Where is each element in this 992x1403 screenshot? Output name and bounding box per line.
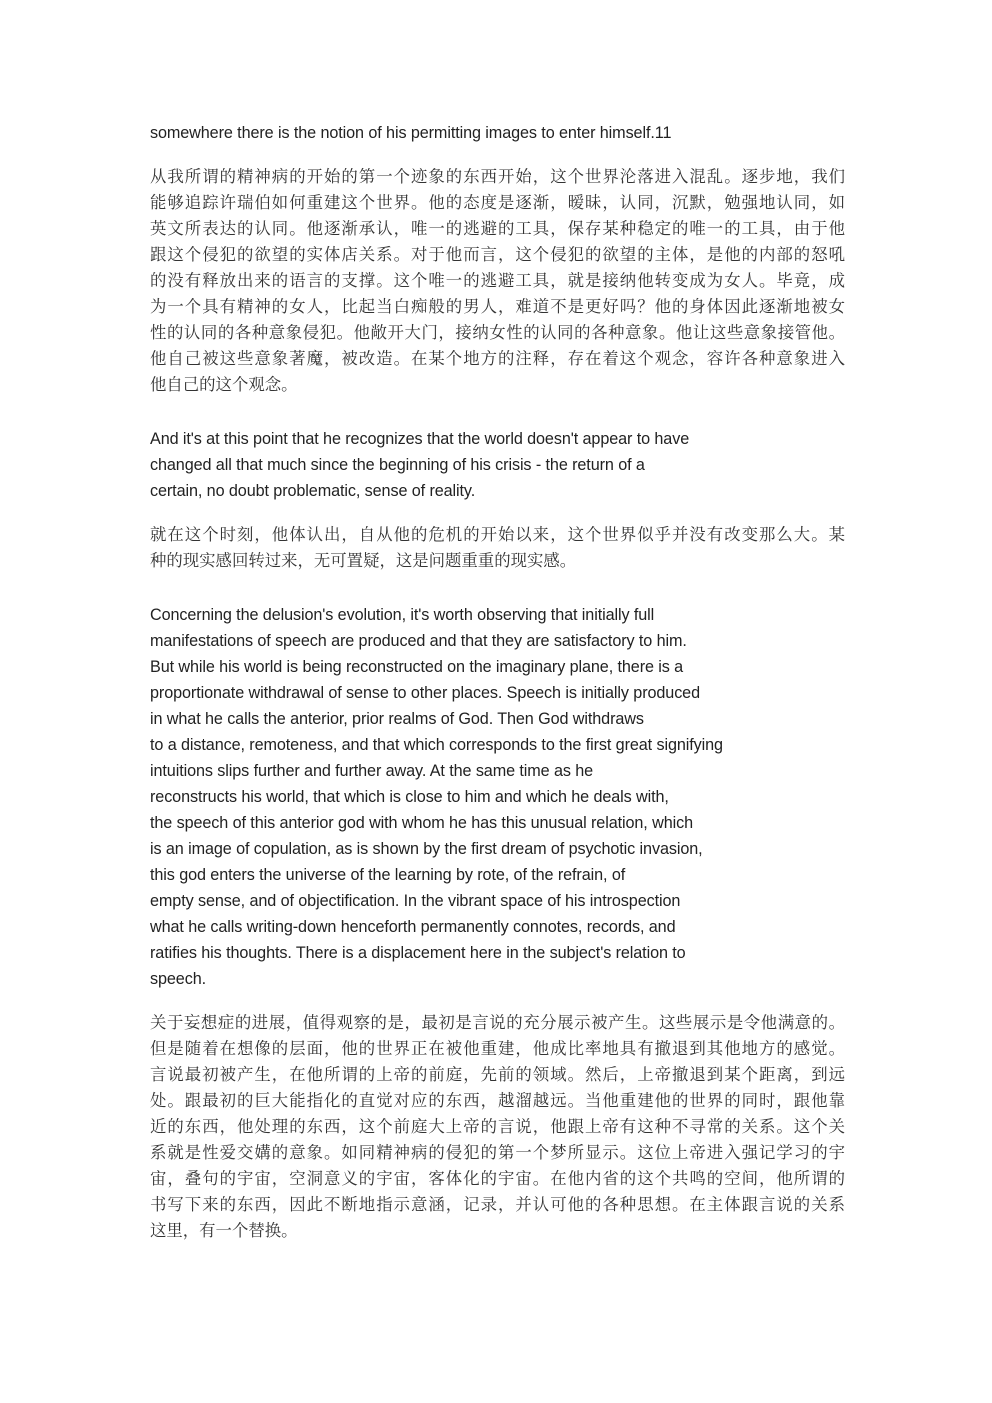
- document-page: [150, 120, 845, 1244]
- text-line: in what he calls the anterior, prior realms of God. Then God withdraws: [150, 710, 644, 728]
- text-line: 他自己的这个观念。: [150, 375, 298, 394]
- english-paragraph-1: [150, 120, 845, 146]
- text-line: speech.: [150, 970, 206, 988]
- text-line: certain, no doubt problematic, sense of reality.: [150, 482, 476, 500]
- english-paragraph-3: [150, 602, 845, 992]
- text-line: manifestations of speech are produced and that they are satisfactory to him.: [150, 632, 687, 650]
- text-line: 系就是性爱交媾的意象。如同精神病的侵犯的第一个梦所显示。这位上帝进入强记学习的宇: [150, 1143, 845, 1162]
- paragraph-gap: [150, 574, 845, 602]
- paragraph-gap: [150, 504, 845, 522]
- chinese-paragraph-2: [150, 522, 845, 574]
- paragraph-gap: [150, 992, 845, 1010]
- text-line: intuitions slips further and further away. At the same time as he: [150, 762, 594, 780]
- text-line: proportionate withdrawal of sense to other places. Speech is initially produced: [150, 684, 700, 702]
- text-line: And it's at this point that he recognizes that the world doesn't appear to have: [150, 430, 690, 448]
- text-line: 他自己被这些意象著魔，被改造。在某个地方的注释，存在着这个观念，容许各种意象进入: [150, 349, 845, 368]
- text-line: 的没有释放出来的语言的支撑。这个唯一的逃避工具，就是接纳他转变成为女人。毕竟，成: [150, 271, 845, 290]
- text-line: 能够追踪许瑞伯如何重建这个世界。他的态度是逐渐，暧昧，认同，沉默，勉强地认同，如: [150, 193, 845, 212]
- text-line: this god enters the universe of the learning by rote, of the refrain, of: [150, 866, 626, 884]
- text-line: the speech of this anterior god with whom he has this unusual relation, which: [150, 814, 693, 832]
- text-line: somewhere there is the notion of his permitting images to enter himself.11: [150, 124, 672, 142]
- chinese-paragraph-3: [150, 1010, 845, 1244]
- text-line: 从我所谓的精神病的开始的第一个迹象的东西开始，这个世界沦落进入混乱。逐步地，我们: [150, 167, 845, 186]
- text-line: what he calls writing-down henceforth permanently connotes, records, and: [150, 918, 676, 936]
- text-line: to a distance, remoteness, and that which corresponds to the first great signifying: [150, 736, 723, 754]
- text-line: Concerning the delusion's evolution, it's worth observing that initially full: [150, 606, 655, 624]
- text-line: 种的现实感回转过来，无可置疑，这是问题重重的现实感。: [150, 551, 577, 570]
- text-line: 跟这个侵犯的欲望的实体店关系。对于他而言，这个侵犯的欲望的主体，是他的内部的怒吼: [150, 245, 845, 264]
- text-line: 这里，有一个替换。: [150, 1221, 298, 1240]
- paragraph-gap: [150, 398, 845, 426]
- chinese-paragraph-1: [150, 164, 845, 398]
- text-line: 处。跟最初的巨大能指化的直觉对应的东西，越溜越远。当他重建他的世界的同时，跟他靠: [150, 1091, 845, 1110]
- text-line: empty sense, and of objectification. In the vibrant space of his introspection: [150, 892, 681, 910]
- text-line: 言说最初被产生，在他所谓的上帝的前庭，先前的领域。然后，上帝撤退到某个距离，到远: [150, 1065, 845, 1084]
- text-line: 但是随着在想像的层面，他的世界正在被他重建，他成比率地具有撤退到其他地方的感觉。: [150, 1039, 845, 1058]
- english-paragraph-2: [150, 426, 845, 504]
- text-line: 英文所表达的认同。他逐渐承认，唯一的逃避的工具，保存某种稳定的唯一的工具，由于他: [150, 219, 845, 238]
- paragraph-gap: [150, 146, 845, 164]
- text-line: 性的认同的各种意象侵犯。他敞开大门，接纳女性的认同的各种意象。他让这些意象接管他。: [150, 323, 845, 342]
- text-line: 为一个具有精神的女人，比起当白痴般的男人，难道不是更好吗？他的身体因此逐渐地被女: [150, 297, 845, 316]
- text-line: But while his world is being reconstructed on the imaginary plane, there is a: [150, 658, 684, 676]
- text-line: changed all that much since the beginning of his crisis - the return of a: [150, 456, 645, 474]
- text-line: 就在这个时刻，他体认出，自从他的危机的开始以来，这个世界似乎并没有改变那么大。某: [150, 525, 845, 544]
- text-line: ratifies his thoughts. There is a displacement here in the subject's relation to: [150, 944, 686, 962]
- text-line: 近的东西，他处理的东西，这个前庭大上帝的言说，他跟上帝有这种不寻常的关系。这个关: [150, 1117, 845, 1136]
- text-line: 关于妄想症的进展，值得观察的是，最初是言说的充分展示被产生。这些展示是令他满意的。: [150, 1013, 845, 1032]
- text-line: is an image of copulation, as is shown by the first dream of psychotic invasion,: [150, 840, 703, 858]
- text-line: 宙，叠句的宇宙，空洞意义的宇宙，客体化的宇宙。在他内省的这个共鸣的空间，他所谓的: [150, 1169, 845, 1188]
- text-line: reconstructs his world, that which is close to him and which he deals with,: [150, 788, 669, 806]
- text-line: 书写下来的东西，因此不断地指示意涵，记录，并认可他的各种思想。在主体跟言说的关系: [150, 1195, 845, 1214]
